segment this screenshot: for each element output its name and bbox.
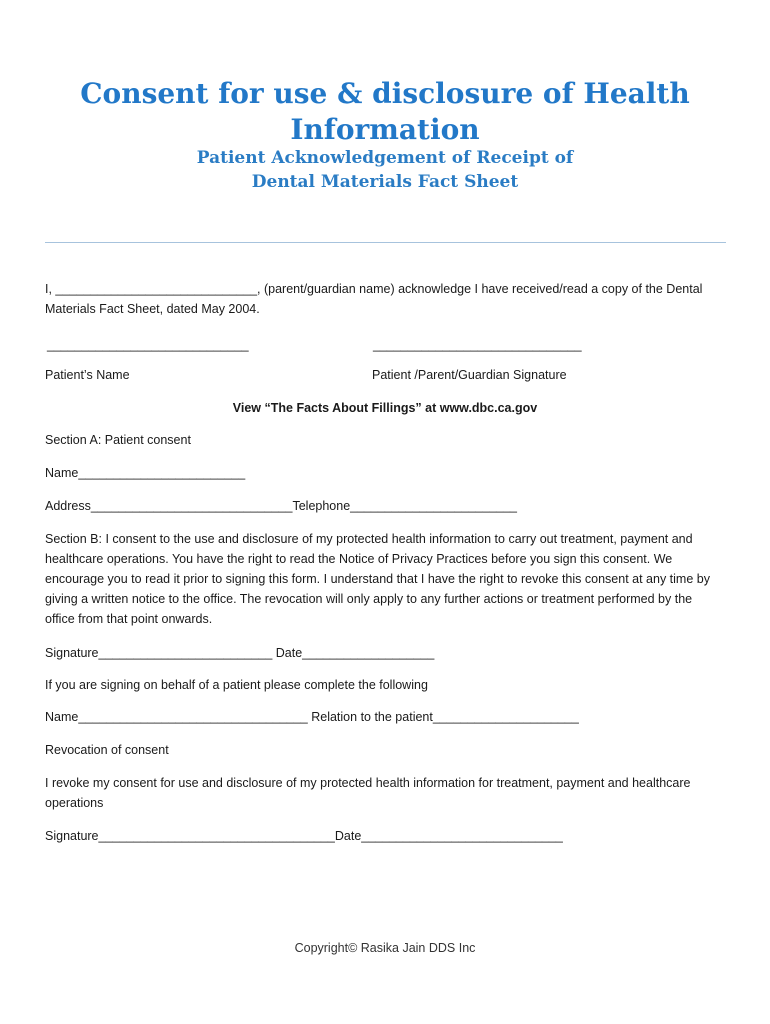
patient-name-label: Patient’s Name xyxy=(45,368,130,382)
acknowledgement-line-1: I, _____________________________, (parent/guardian name) acknowledge I have received/read a copy of the Dental xyxy=(45,282,703,296)
view-facts-link-text: View “The Facts About Fillings” at www.dbc.ca.gov xyxy=(232,401,538,415)
subtitle-line-1: Patient Acknowledgement of Receipt of xyxy=(196,148,574,168)
document-title: Consent for use & disclosure of Health Information xyxy=(80,77,690,146)
guardian-signature-label: Patient /Parent/Guardian Signature xyxy=(372,368,567,382)
document-subtitle xyxy=(0,146,770,194)
revocation-heading: Revocation of consent xyxy=(45,743,169,757)
acknowledgement-line-2: Materials Fact Sheet, dated May 2004. xyxy=(45,302,260,316)
revocation-paragraph: I revoke my consent for use and disclosure of my protected health information for treatment, payment and healthcare operations xyxy=(45,776,691,810)
name-field: Name________________________ xyxy=(45,466,246,480)
section-a-heading: Section A: Patient consent xyxy=(45,433,191,447)
patient-name-blank: _____________________________ xyxy=(47,338,249,352)
signature-date-line-1: Signature_________________________ Date___________________ xyxy=(45,646,435,660)
guardian-signature-blank: ______________________________ xyxy=(373,338,582,352)
signature-date-line-2: Signature__________________________________Date_____________________________ xyxy=(45,829,563,843)
section-b-paragraph: Section B: I consent to the use and disclosure of my protected health information to carry out treatment, payment and healthcare operations. You have the right to read the Notice of Privacy Practices before you sign this consent. We encourage you to read it prior to signing this form. I understand that I have the right to revoke this consent at any time by giving a written notice to the office. The revocation will only apply to any further actions or treatment performed by the office from that point onwards. xyxy=(45,532,710,626)
header-divider xyxy=(45,242,726,243)
behalf-instructions: If you are signing on behalf of a patient please complete the following xyxy=(45,678,428,692)
copyright-footer: Copyright© Rasika Jain DDS Inc xyxy=(294,941,476,955)
name-relation-field: Name_________________________________ Relation to the patient_____________________ xyxy=(45,710,579,724)
address-telephone-field: Address_____________________________Telephone________________________ xyxy=(45,499,517,513)
subtitle-line-2: Dental Materials Fact Sheet xyxy=(251,172,519,192)
